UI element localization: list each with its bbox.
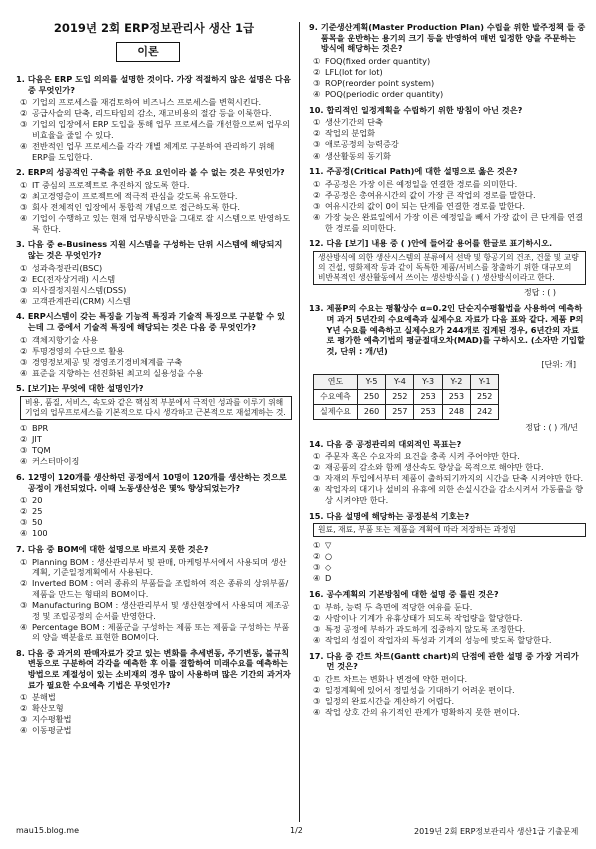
table-header-cell: Y-4 [386, 374, 414, 389]
question-item [309, 238, 586, 298]
option-text: TQM [32, 445, 51, 456]
option-list [20, 495, 292, 539]
option-text: 고객관계관리(CRM) 시스템 [32, 295, 131, 306]
question-item [309, 166, 586, 233]
question-stem [16, 311, 292, 332]
option-marker: ① [20, 495, 28, 506]
question-text: [보기]는 무엇에 대한 설명인가? [27, 383, 144, 394]
question-number: 17. [309, 650, 324, 661]
option-marker: ④ [313, 89, 321, 100]
option-text: ▽ [325, 540, 332, 551]
option-item [20, 434, 292, 445]
question-item [309, 105, 586, 161]
option-marker: ② [20, 434, 28, 445]
option-item [20, 528, 292, 539]
option-list [20, 180, 292, 234]
option-text: 주문자 혹은 수요자의 요건을 충족 시켜 주어야만 한다. [325, 451, 520, 462]
option-item [313, 89, 586, 100]
option-marker: ④ [313, 634, 321, 645]
option-text: 작업자의 대기나 설비의 유휴에 의한 손실시간을 감소시켜서 가동률을 향상 시켜야만 한다. [325, 484, 584, 505]
question-number: 10. [309, 104, 324, 115]
option-text: 일정계획에 있어서 정밀성을 기대하기 어려운 편이다. [325, 684, 515, 695]
option-marker: ② [20, 578, 28, 589]
option-list [313, 56, 586, 100]
option-item [20, 445, 292, 456]
option-text: 확산모형 [32, 703, 64, 714]
option-item [20, 357, 292, 368]
option-item [20, 725, 292, 736]
table-cell: 260 [357, 404, 385, 419]
option-text: Inverted BOM : 여러 종류의 부품들을 조립하여 적은 종류의 상위부품/제품을 만드는 형태의 BOM이다. [32, 578, 289, 599]
option-item [313, 551, 586, 562]
question-number: 7. [16, 543, 25, 554]
question-number: 4. [16, 311, 25, 322]
option-item [20, 578, 292, 599]
question-item [16, 74, 292, 162]
unit-label: [단위: 개] [541, 360, 576, 370]
option-marker: ② [313, 128, 321, 139]
option-text: 작업의 성질이 작업자의 특성과 기계의 성능에 맞도록 할당한다. [325, 634, 552, 645]
option-marker: ④ [20, 295, 28, 306]
option-text: 표준을 지향하는 선진화된 최고의 실용성을 수용 [32, 367, 204, 378]
option-text: 최고경영층이 프로젝트에 적극적 관심을 갖도록 유도한다. [32, 190, 238, 201]
option-item [20, 600, 292, 621]
answer-blank: 정답 : ( ) 개/년 [525, 422, 578, 432]
option-item [20, 180, 292, 191]
option-text: 커스터마이징 [32, 456, 80, 467]
option-text: 기업이 수행하고 있는 현재 업무방식만을 그대로 잘 시스템으로 반영하도록 한다. [32, 213, 291, 234]
option-text: 회사 전체적인 입장에서 통합적 개념으로 접근하도록 한다. [32, 202, 241, 213]
option-text: 생산기간의 단축 [325, 117, 383, 128]
option-item [313, 67, 586, 78]
table-row [314, 404, 499, 419]
table-header-cell: Y-5 [357, 374, 385, 389]
option-marker: ① [20, 423, 28, 434]
question-item [16, 383, 292, 466]
option-text: 100 [32, 528, 48, 539]
option-marker: ① [313, 55, 321, 66]
table-cell: 242 [471, 404, 499, 419]
option-list [313, 179, 586, 233]
option-item [313, 462, 586, 473]
option-marker: ② [313, 684, 321, 695]
question-text: 다음 중 간트 차트(Gantt chart)의 단점에 관한 설명 중 가장 거리가 먼 것은? [326, 650, 579, 672]
option-text: Manufacturing BOM : 생산관리부서 및 생산현장에서 사용되며 제조공정 및 조립공정의 순서를 반영한다. [32, 599, 290, 621]
option-text: 자재의 투입에서부터 제품이 출하되기까지의 시간을 단축 시켜야만 한다. [325, 473, 584, 484]
question-text: 다음 [보기] 내용 중 ( )안에 들어갈 용어를 한글로 표기하시오. [326, 238, 553, 249]
footer-blog: mau15.blog.me [16, 826, 80, 835]
option-text: 작업의 분업화 [325, 128, 376, 139]
option-item [313, 696, 586, 707]
option-item [313, 212, 586, 233]
option-marker: ④ [313, 707, 321, 717]
option-text: POQ(periodic order quantity) [325, 89, 444, 100]
question-number: 1. [16, 74, 25, 84]
option-marker: ① [313, 451, 321, 462]
option-marker: ① [313, 601, 321, 612]
question-item [309, 22, 586, 100]
option-item [313, 602, 586, 613]
option-item [20, 692, 292, 703]
option-item [313, 151, 586, 162]
option-marker: ② [20, 190, 28, 201]
option-item [20, 346, 292, 357]
option-marker: ① [313, 117, 321, 128]
option-marker: ③ [313, 623, 321, 634]
question-number: 8. [16, 647, 25, 658]
option-text: 여유시간의 값이 0이 되는 단계를 연결한 경로를 말한다. [325, 200, 526, 211]
question-item [16, 167, 292, 234]
question-item [309, 303, 586, 433]
option-text: 의사결정지원시스템(DSS) [32, 284, 127, 295]
option-marker: ③ [313, 77, 321, 88]
footer-page-number: 1/2 [290, 826, 303, 835]
option-text: 지수평활법 [32, 714, 72, 725]
option-item [313, 451, 586, 462]
question-item [309, 589, 586, 645]
question-stem [16, 544, 292, 555]
question-text: 12명이 120개를 생산하던 공정에서 10명이 120개를 생산하는 것으로 공정이 개선되었다. 이때 노동생산성은 몇% 향상되었는가? [27, 471, 287, 493]
option-item [20, 714, 292, 725]
option-item [313, 613, 586, 624]
question-number: 5. [16, 383, 25, 394]
option-item [313, 473, 586, 484]
table-cell: 252 [471, 389, 499, 404]
option-list [20, 263, 292, 307]
option-list [313, 602, 586, 646]
question-text: 다음 중 과거의 판매자료가 갖고 있는 변화를 추세변동, 주기변동, 불규칙변동으로 구분하여 각각을 예측한 후 이를 결합하여 미래수요를 예측하는 방법으로 계절성이 있는 소비재의 경우 많이 사용하며 많은 기간의 과거자료가 필요한 수요예측 기법은 무엇인가? [27, 647, 291, 690]
table-cell: 252 [386, 389, 414, 404]
option-item [313, 540, 586, 551]
option-list [20, 692, 292, 736]
question-text: 제품P의 수요는 평활상수 α=0.2인 단순지수평활법을 사용하여 예측하며 과거 5년간의 수요예측과 실제수요 자료가 다음 표와 같다. 제품 P의 Y년 수요를 예측하고 실제수요가 244개로 집계된 경우, 6년간의 자료로 평가한 예측기법의 평균절대오차(MAD)를 구하시오. (소자만 기입할 것, 단위 : 개/년) [326, 303, 585, 356]
option-item [20, 703, 292, 714]
question-stem [309, 439, 586, 450]
option-list [313, 451, 586, 505]
question-stem [16, 239, 292, 260]
table-cell: 250 [357, 389, 385, 404]
question-number: 13. [309, 303, 324, 314]
option-marker: ① [20, 334, 28, 345]
question-text: 다음 중 공정관리의 대외적인 목표는? [326, 438, 462, 449]
option-text: D [325, 573, 332, 584]
option-marker: ① [20, 556, 28, 567]
option-marker: ③ [20, 119, 28, 130]
option-marker: ③ [313, 473, 321, 484]
option-item [20, 213, 292, 234]
option-marker: ④ [313, 573, 321, 584]
option-item [20, 191, 292, 202]
question-text: 합리적인 일정계획을 수립하기 위한 방침이 아닌 것은? [326, 104, 523, 115]
table-cell: 253 [414, 404, 442, 419]
option-item [20, 119, 292, 140]
option-item [313, 674, 586, 685]
option-marker: ③ [313, 695, 321, 706]
option-item [313, 179, 586, 190]
option-text: 전반적인 업무 프로세스를 각각 개별 체계로 구분하여 관리하기 위해 ERP를 도입한다. [32, 141, 275, 162]
option-item [20, 506, 292, 517]
option-marker: ④ [313, 150, 321, 161]
option-item [20, 202, 292, 213]
option-text: 특정 공정에 부하가 과도하게 집중하지 않도록 조정한다. [325, 623, 526, 634]
question-item [16, 311, 292, 378]
option-marker: ① [20, 179, 28, 190]
option-marker: ② [20, 703, 28, 714]
option-text: 생산활동의 동기화 [325, 150, 391, 161]
example-box: 생산방식에 의한 생산시스템의 분류에서 선박 및 항공기의 건조, 건물 및 교량의 건설, 영화제작 등과 같이 독특한 제품/서비스를 창출하기 위한 대규모의 비반복적인 생산활동에서 쓰이는 생산방식을 ( ) 생산방식이라고 한다. [313, 251, 586, 285]
option-item [20, 285, 292, 296]
option-item [313, 190, 586, 201]
option-marker: ④ [313, 484, 321, 495]
option-text: ○ [325, 551, 333, 562]
question-stem [309, 105, 586, 116]
question-stem [309, 651, 586, 672]
option-marker: ③ [20, 284, 28, 295]
option-marker: ③ [313, 139, 321, 150]
option-marker: ③ [313, 200, 321, 211]
table-cell: 253 [442, 389, 470, 404]
question-number: 9. [309, 22, 318, 32]
option-text: 부하, 능력 두 측면에 적당한 여유를 둔다. [325, 601, 473, 612]
option-item [313, 78, 586, 89]
option-text: IT 중심의 프로젝트로 추진하지 않도록 한다. [32, 179, 190, 190]
table-cell: 수요예측 [314, 389, 358, 404]
option-marker: ② [313, 612, 321, 623]
option-marker: ③ [20, 714, 28, 725]
option-text: ◇ [325, 562, 332, 573]
option-text: 25 [32, 506, 43, 517]
question-text: 공수계획의 기본방침에 대한 설명 중 틀린 것은? [326, 589, 499, 600]
option-item [313, 117, 586, 128]
option-item [20, 456, 292, 467]
question-stem [16, 167, 292, 178]
question-stem [309, 303, 586, 356]
option-text: 기업의 입장에서 ERP 도입을 통해 업무 프로세스를 개선함으로써 업무의 비효율을 줄일 수 있다. [32, 119, 291, 140]
option-marker: ④ [20, 621, 28, 632]
option-marker: ③ [20, 445, 28, 456]
option-text: FOQ(fixed order quantity) [325, 55, 431, 66]
footer-title: 2019년 2회 ERP정보관리사 생산1급 기출문제 [414, 827, 579, 836]
option-item [313, 635, 586, 646]
option-marker: ② [20, 345, 28, 356]
question-item [16, 239, 292, 306]
option-marker: ① [20, 692, 28, 703]
option-text: 투명경영의 수단으로 활용 [32, 345, 125, 356]
option-item [20, 108, 292, 119]
option-marker: ② [20, 108, 28, 119]
option-item [313, 484, 586, 505]
question-number: 6. [16, 471, 25, 482]
question-text: 주공정(Critical Path)에 대한 설명으로 옳은 것은? [326, 166, 518, 177]
table-cell: 257 [386, 404, 414, 419]
question-item [16, 472, 292, 539]
option-text: 주공정은 총여유시간의 값이 가장 큰 작업의 경로를 말한다. [325, 189, 536, 200]
option-item [20, 274, 292, 285]
question-item [309, 511, 586, 584]
option-list [313, 540, 586, 584]
option-text: ROP(reorder point system) [325, 77, 435, 88]
option-list [313, 674, 586, 718]
option-marker: ③ [20, 356, 28, 367]
question-text: ERP의 성공적인 구축을 위한 주요 요인이라 볼 수 없는 것은 무엇인가? [27, 167, 285, 178]
option-list [20, 423, 292, 467]
data-table [313, 374, 499, 420]
option-item [20, 296, 292, 307]
option-text: 경영정보제공 및 경영조기경비체계를 구축 [32, 356, 183, 367]
option-marker: ④ [20, 528, 28, 539]
question-stem [16, 472, 292, 493]
option-marker: ③ [20, 599, 28, 610]
left-column [16, 74, 292, 741]
question-stem [309, 22, 586, 54]
option-text: 재공품의 감소와 함께 생산속도 향상을 목적으로 해야만 한다. [325, 462, 544, 473]
option-marker: ③ [20, 202, 28, 213]
option-item [20, 141, 292, 162]
option-item [313, 139, 586, 150]
option-marker: ① [313, 178, 321, 189]
option-marker: ① [313, 540, 321, 551]
option-marker: ④ [313, 212, 321, 222]
option-list [313, 117, 586, 161]
option-item [313, 56, 586, 67]
option-text: 객체지향기술 사용 [32, 334, 98, 345]
option-marker: ③ [313, 562, 321, 573]
question-item [309, 439, 586, 506]
option-text: 이동평균법 [32, 725, 72, 736]
option-text: 애로공정의 능력증강 [325, 139, 399, 150]
option-marker: ② [313, 462, 321, 473]
example-box: 원료, 재료, 부품 또는 제품을 계획에 따라 저장하는 과정임 [313, 523, 586, 537]
question-stem [309, 511, 586, 522]
question-stem [16, 383, 292, 394]
option-marker: ② [20, 273, 28, 284]
question-number: 11. [309, 166, 324, 177]
question-text: 다음 중 e-Business 지원 시스템을 구성하는 단위 시스템에 해당되지 않는 것은 무엇인가? [27, 239, 283, 260]
option-marker: ① [20, 97, 28, 108]
option-text: BPR [32, 423, 49, 434]
option-text: 주공정은 가장 이른 예정일을 연결한 경로를 의미한다. [325, 178, 518, 189]
question-text: 기준생산계획(Master Production Plan) 수립을 위한 발주정책 들 중 품목을 운반하는 용기의 크기 등을 반영하여 매번 일정한 양을 주문하는 방식에 해당하는 것은? [320, 22, 586, 54]
question-item [309, 651, 586, 718]
table-header-cell: Y-1 [471, 374, 499, 389]
question-text: 다음은 ERP 도입 의의를 설명한 것이다. 가장 적절하지 않은 설명은 다음 중 무엇인가? [27, 74, 291, 95]
option-text: 작업 상호 간의 유기적인 관계가 명확하지 못한 편이다. [325, 707, 520, 717]
table-header-row [314, 374, 499, 389]
question-item [16, 648, 292, 736]
option-marker: ② [313, 66, 321, 77]
option-item [313, 562, 586, 573]
option-item [20, 368, 292, 379]
answer-blank: 정답 : ( ) [523, 287, 556, 297]
option-marker: ④ [20, 456, 28, 467]
option-marker: ① [20, 262, 28, 273]
table-header-cell: 연도 [314, 374, 358, 389]
question-number: 14. [309, 438, 324, 449]
option-item [20, 263, 292, 274]
option-list [20, 557, 292, 643]
question-text: 다음 중 BOM에 대한 설명으로 바르지 못한 것은? [27, 543, 209, 554]
option-item [313, 201, 586, 212]
option-marker: ③ [20, 517, 28, 528]
option-item [20, 495, 292, 506]
option-item [313, 573, 586, 584]
table-header-cell: Y-3 [414, 374, 442, 389]
question-stem [309, 166, 586, 177]
option-marker: ① [313, 673, 321, 684]
question-number: 2. [16, 167, 25, 178]
table-cell: 253 [414, 389, 442, 404]
question-number: 16. [309, 589, 324, 600]
table-cell: 248 [442, 404, 470, 419]
option-text: 기업의 프로세스를 재검토하여 비즈니스 프로세스를 변혁시킨다. [32, 97, 262, 108]
option-item [313, 685, 586, 696]
option-text: 50 [32, 517, 43, 528]
option-item [20, 557, 292, 578]
option-text: EC(전자상거래) 시스템 [32, 273, 116, 284]
option-item [20, 335, 292, 346]
option-marker: ④ [20, 367, 28, 378]
question-number: 12. [309, 238, 324, 249]
page-title: 2019년 2회 ERP정보관리사 생산 1급 [53, 21, 255, 35]
question-stem [309, 238, 586, 249]
option-marker: ④ [20, 725, 28, 736]
option-text: 가장 늦은 완료일에서 가장 이른 예정일을 빼서 가장 값이 큰 단계를 연결한 경로를 의미한다. [325, 212, 583, 233]
question-number: 3. [16, 239, 25, 250]
option-text: 일정의 완료시간을 계산하기 어렵다. [325, 695, 455, 706]
option-text: 공급사슬의 단축, 리드타임의 감소, 재고비용의 절감 등을 이룩한다. [32, 108, 272, 119]
option-item [313, 128, 586, 139]
option-text: JIT [32, 434, 42, 445]
question-item [16, 544, 292, 643]
question-number: 15. [309, 510, 324, 521]
option-marker: ④ [20, 141, 28, 152]
table-header-cell: Y-2 [442, 374, 470, 389]
option-item [20, 97, 292, 108]
right-column [309, 22, 586, 723]
option-marker: ④ [20, 213, 28, 224]
example-box: 비용, 품질, 서비스, 속도와 같은 핵심적 부분에서 극적인 성과를 이루기 위해 기업의 업무프로세스를 기본적으로 다시 생각하고 근본적으로 재설계하는 것. [20, 396, 292, 420]
option-text: LFL(lot for lot) [325, 66, 383, 77]
question-stem [16, 648, 292, 690]
table-row [314, 389, 499, 404]
option-text: Percentage BOM : 제품군을 구성하는 제품 또는 제품을 구성하는 부품의 양을 백분율로 표현한 BOM이다. [32, 621, 290, 643]
option-item [313, 707, 586, 718]
option-item [313, 624, 586, 635]
option-list [20, 335, 292, 379]
option-item [20, 423, 292, 434]
question-text: ERP시스템이 갖는 특징을 기능적 특징과 기술적 특징으로 구분할 수 있는데 그 중에서 기술적 특징에 해당되는 것은 다음 중 무엇인가? [27, 311, 285, 332]
option-marker: ② [313, 189, 321, 200]
question-stem [16, 74, 292, 95]
column-divider [299, 22, 300, 822]
option-text: 분해법 [32, 692, 56, 703]
question-stem [309, 589, 586, 600]
option-item [20, 622, 292, 643]
section-label: 이론 [116, 42, 180, 62]
option-list [20, 97, 292, 162]
option-item [20, 517, 292, 528]
option-marker: ② [20, 506, 28, 517]
option-text: 간트 차트는 변화나 변경에 약한 편이다. [325, 673, 468, 684]
option-marker: ② [313, 551, 321, 562]
table-cell: 실제수요 [314, 404, 358, 419]
option-text: 사람이나 기계가 유휴상태가 되도록 작업량을 할당한다. [325, 612, 523, 623]
option-text: 20 [32, 495, 43, 506]
option-text: 성과측정관리(BSC) [32, 262, 103, 273]
question-text: 다음 설명에 해당하는 공정분석 기호는? [326, 510, 470, 521]
option-text: Planning BOM : 생산관리부서 및 판매, 마케팅부서에서 사용되며 생산계획, 기준일정계획에서 사용된다. [32, 556, 287, 578]
